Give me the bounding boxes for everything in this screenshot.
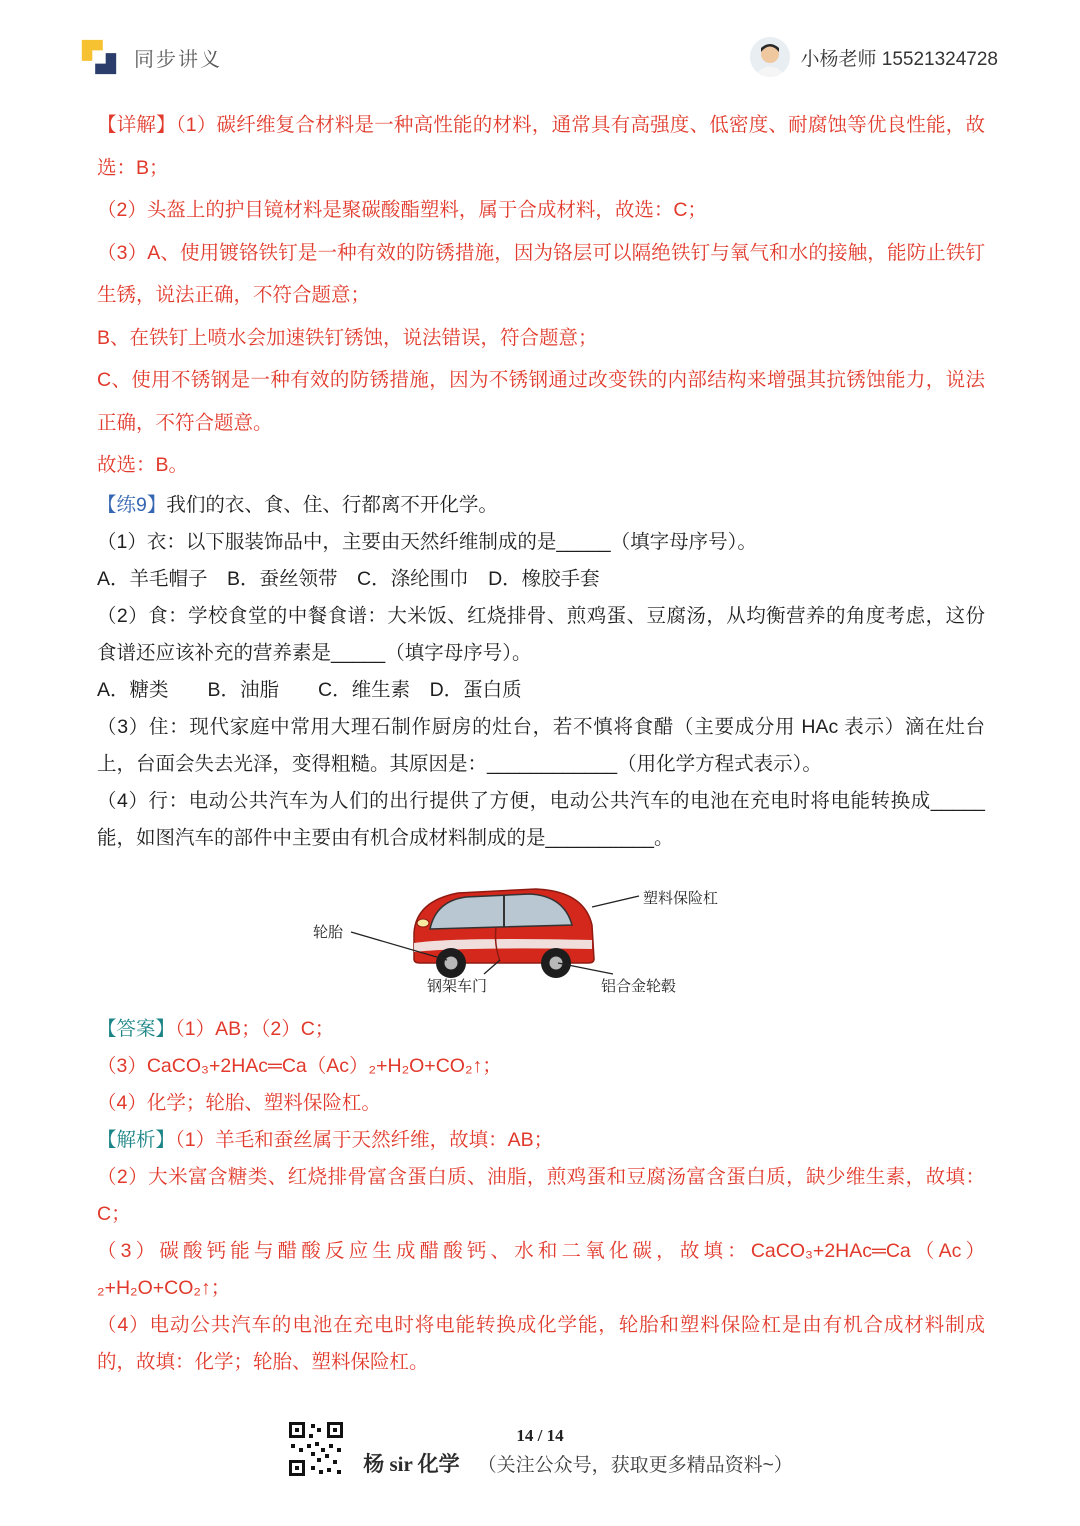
page-footer — [0, 1426, 1080, 1526]
text-line — [97, 561, 985, 598]
text-segment: 故选：B。 — [97, 454, 189, 476]
footer-row — [0, 1448, 1080, 1478]
teacher-avatar — [750, 37, 790, 77]
document-body — [0, 78, 1080, 1381]
text-segment: （2）头盔上的护目镜材料是聚碳酸酯塑料，属于合成材料，故选：C； — [97, 199, 707, 221]
text-line — [97, 1011, 985, 1048]
car-illustration — [301, 861, 781, 1001]
figure-label-hub: 铝合金轮毂 — [601, 977, 677, 995]
text-segment: （4）行：电动公共汽车为人们的出行提供了方便，电动公共汽车的电池在充电时将电能转换成_____能，如图汽车的部件中主要由有机合成材料制成的是__________。 — [97, 789, 985, 849]
text-segment: （4）化学；轮胎、塑料保险杠。 — [97, 1091, 381, 1114]
text-segment: 【答案】 — [97, 1017, 176, 1040]
text-line — [97, 487, 985, 524]
text-segment: （2）食：学校食堂的中餐食谱：大米饭、红烧排骨、煎鸡蛋、豆腐汤，从均衡营养的角度考虑，这份食谱还应该补充的营养素是_____（填字母序号）。 — [97, 604, 985, 664]
text-line — [97, 709, 985, 783]
text-line — [97, 104, 985, 189]
text-line — [97, 1307, 985, 1381]
brand-title: 同步讲义 — [134, 48, 222, 71]
text-line — [97, 783, 985, 857]
text-segment: （3）A、使用镀铬铁钉是一种有效的防锈措施，因为铬层可以隔绝铁钉与氧气和水的接触，能防止铁钉生锈，说法正确，不符合题意； — [97, 241, 985, 306]
figure-label-bumper: 塑料保险杠 — [643, 889, 719, 907]
footer-note: （关注公众号，获取更多精品资料~） — [477, 1454, 793, 1476]
text-segment: B、在铁钉上喷水会加速铁钉锈蚀，说法错误，符合题意； — [97, 326, 598, 349]
text-segment: （1）衣：以下服装饰品中，主要由天然纤维制成的是_____（填字母序号）。 — [97, 530, 757, 553]
text-line — [97, 317, 985, 360]
text-line — [97, 1159, 985, 1233]
text-segment: （1）AB；（2）C； — [175, 1017, 335, 1040]
text-segment: （3）CaCO₃+2HAc═Ca（Ac）₂+H₂O+CO₂↑； — [97, 1054, 502, 1077]
page-number: 14 / 14 — [516, 1426, 564, 1445]
text-segment: 【详解】（1）碳纤维复合材料是一种高性能的材料，通常具有高强度、低密度、耐腐蚀等优良性能，故选：B； — [97, 114, 985, 179]
car-figure — [301, 861, 781, 1001]
text-line — [97, 189, 985, 232]
text-line — [97, 1122, 985, 1159]
text-line — [97, 598, 985, 672]
text-segment: （3）碳酸钙能与醋酸反应生成醋酸钙、水和二氧化碳，故填：CaCO₃+2HAc═Ca（Ac）₂+H₂O+CO₂↑； — [97, 1239, 985, 1299]
text-segment: （3）住：现代家庭中常用大理石制作厨房的灶台，若不慎将食醋（主要成分用 HAc 表示）滴在灶台上，台面会失去光泽，变得粗糙。其原因是：____________（用化学方程式表示）。 — [97, 715, 985, 775]
text-line — [97, 1233, 985, 1307]
text-line — [97, 232, 985, 317]
text-line — [97, 1048, 985, 1085]
text-line — [97, 672, 985, 709]
figure-label-tire: 轮胎 — [313, 923, 344, 941]
teacher-contact: 小杨老师 15521324728 — [800, 48, 998, 70]
text-block-lower — [97, 1011, 985, 1381]
teacher-area — [750, 37, 998, 77]
text-line — [97, 524, 985, 561]
text-segment: 【练9】 — [97, 493, 167, 516]
text-line — [97, 444, 985, 487]
text-segment: C、使用不锈钢是一种有效的防锈措施，因为不锈钢通过改变铁的内部结构来增强其抗锈蚀能力，说法正确，不符合题意。 — [97, 369, 985, 434]
text-line — [97, 1085, 985, 1122]
text-line — [97, 359, 985, 444]
brand-area — [78, 36, 222, 78]
text-segment: （4）电动公共汽车的电池在充电时将电能转换成化学能，轮胎和塑料保险杠是由有机合成材料制成的，故填：化学；轮胎、塑料保险杠。 — [97, 1313, 985, 1373]
text-segment: 【解析】 — [97, 1128, 176, 1151]
page-header — [0, 0, 1080, 78]
figure-label-door: 钢架车门 — [427, 977, 488, 995]
text-segment: （2）大米富含糖类、红烧排骨富含蛋白质、油脂，煎鸡蛋和豆腐汤富含蛋白质，缺少维生素，故填：C； — [97, 1165, 985, 1225]
text-block-upper — [97, 104, 985, 857]
text-segment: （1）羊毛和蚕丝属于天然纤维，故填：AB； — [175, 1128, 554, 1151]
text-segment: 我们的衣、食、住、行都离不开化学。 — [166, 493, 498, 516]
brand-logo-icon — [78, 36, 120, 78]
footer-brand: 杨 sir 化学 — [363, 1452, 460, 1476]
text-segment: A．糖类 B．油脂 C．维生素 D．蛋白质 — [97, 678, 522, 701]
text-segment: A．羊毛帽子 B．蚕丝领带 C．涤纶围巾 D．橡胶手套 — [97, 567, 600, 590]
qr-code — [287, 1420, 345, 1478]
